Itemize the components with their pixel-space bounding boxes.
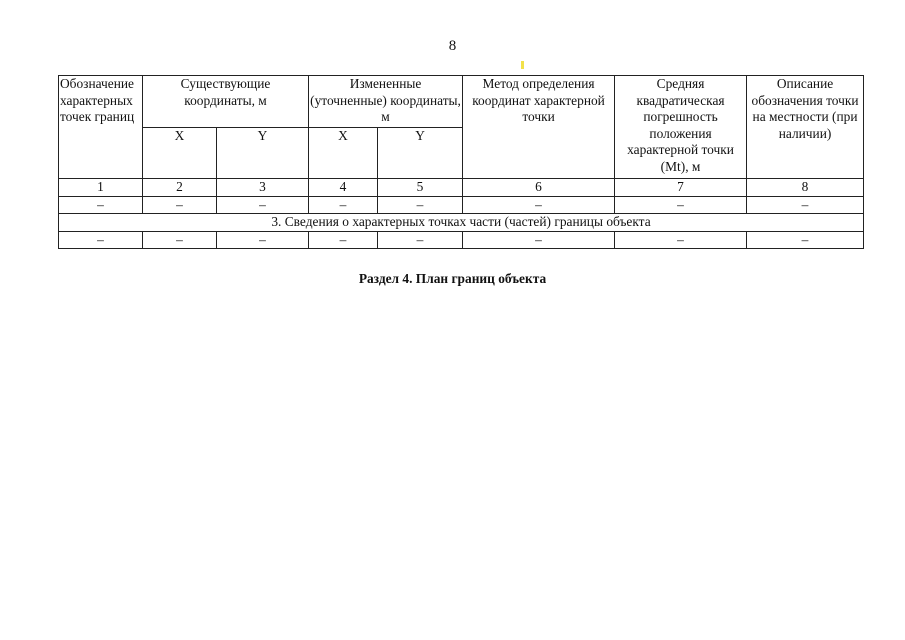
table-cell: – [309,231,378,249]
table-row [59,231,864,249]
highlight-mark [521,61,524,69]
table-cell: – [747,231,864,249]
table-cell: – [747,196,864,214]
table-cell: – [217,231,309,249]
table-cell: – [615,231,747,249]
header-designation: Обозначение характерных точек границ [59,76,143,179]
table-cell: – [143,231,217,249]
table-row [59,196,864,214]
table-header-row [59,76,864,128]
header-x-changed: X [309,128,378,179]
table-cell: – [59,231,143,249]
table-cell: – [143,196,217,214]
header-changed-coordinates: Измененные (уточненные) координаты, м [309,76,463,128]
column-numbers-row [59,179,864,197]
section-title: Раздел 4. План границ объекта [358,271,547,286]
column-number: 3 [217,179,309,197]
header-description: Описание обозначения точки на местности (при наличии) [747,76,864,179]
column-number: 5 [378,179,463,197]
column-number: 4 [309,179,378,197]
table-cell: – [463,196,615,214]
table-cell: – [309,196,378,214]
header-method: Метод определения координат характерной точки [463,76,615,179]
column-number: 6 [463,179,615,197]
boundary-points-table [58,75,864,249]
column-number: 7 [615,179,747,197]
page-number: 8 [448,38,457,54]
section-3-heading: 3. Сведения о характерных точках части (частей) границы объекта [59,214,864,232]
table-cell: – [463,231,615,249]
header-x-existing: X [143,128,217,179]
header-y-changed: Y [378,128,463,179]
column-number: 2 [143,179,217,197]
header-error: Средняя квадратическая погрешность положения характерной точки (Mt), м [615,76,747,179]
header-y-existing: Y [217,128,309,179]
table-cell: – [378,196,463,214]
table-cell: – [378,231,463,249]
section-row [59,214,864,232]
table-cell: – [59,196,143,214]
column-number: 1 [59,179,143,197]
table-cell: – [615,196,747,214]
table-cell: – [217,196,309,214]
header-existing-coordinates: Существующие координаты, м [143,76,309,128]
column-number: 8 [747,179,864,197]
